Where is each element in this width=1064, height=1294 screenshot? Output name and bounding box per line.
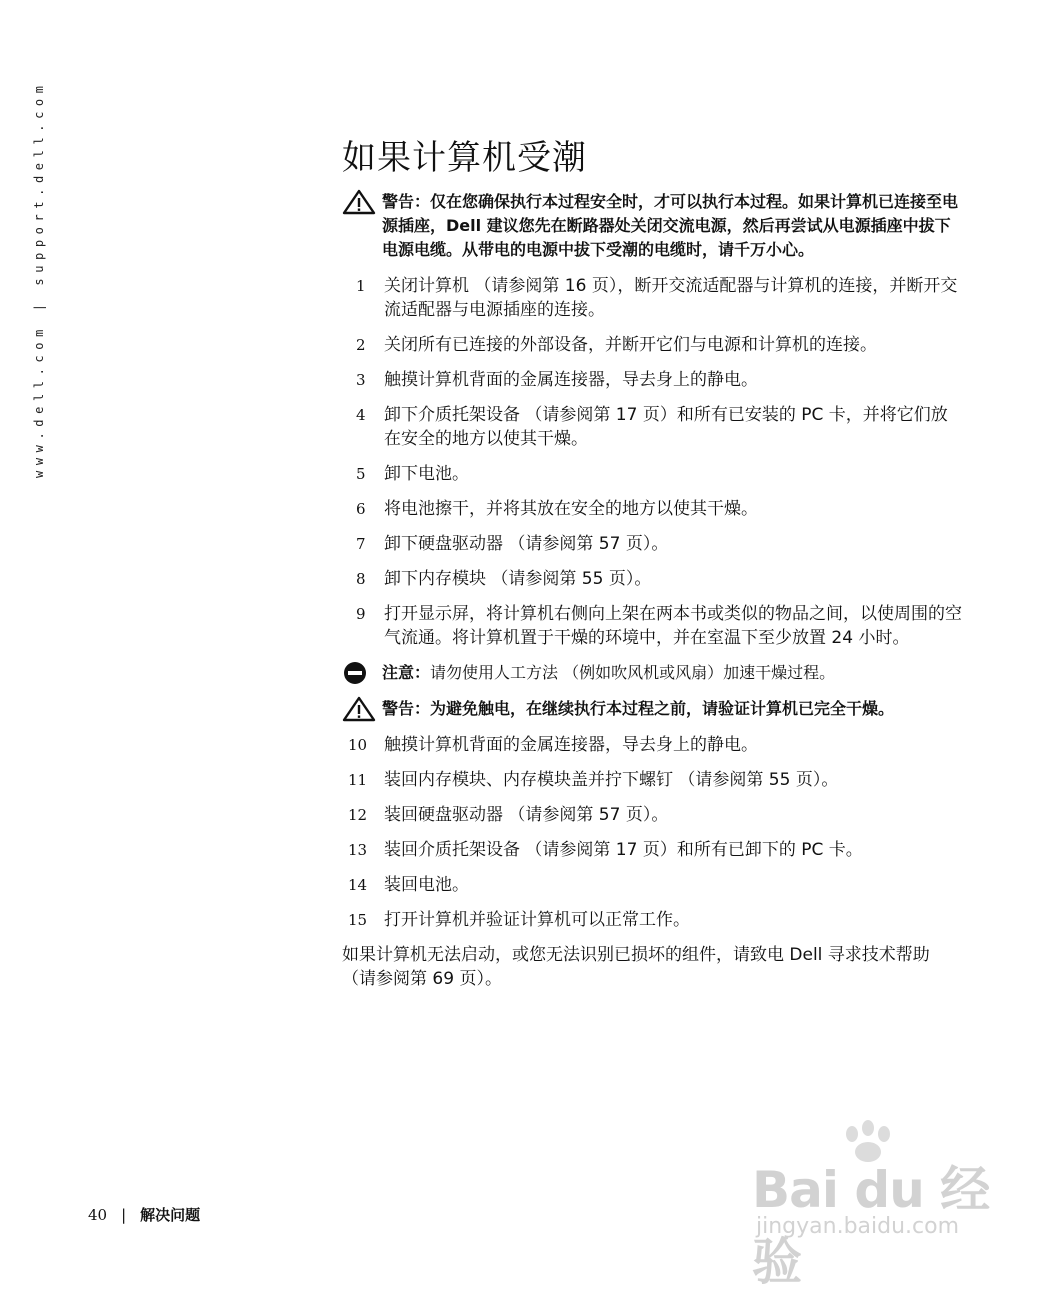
page-number: 40 bbox=[88, 1205, 108, 1224]
step-text: 装回内存模块、内存模块盖并拧下螺钉 （请参阅第 55 页）。 bbox=[384, 770, 839, 790]
step-item bbox=[342, 803, 964, 827]
step-text: 卸下硬盘驱动器 （请参阅第 57 页）。 bbox=[384, 534, 669, 554]
steps-list-b bbox=[342, 733, 964, 932]
step-number: 14 bbox=[348, 876, 368, 894]
footer-separator: | bbox=[121, 1205, 127, 1224]
step-item bbox=[342, 768, 964, 792]
step-text: 装回硬盘驱动器 （请参阅第 57 页）。 bbox=[384, 805, 669, 825]
step-text: 打开显示屏，将计算机右侧向上架在两本书或类似的物品之间，以使周围的空气流通。将计算机置于干燥的环境中，并在室温下至少放置 24 小时。 bbox=[384, 604, 962, 648]
step-number: 7 bbox=[356, 535, 366, 553]
step-text: 卸下内存模块 （请参阅第 55 页）。 bbox=[384, 569, 652, 589]
step-item bbox=[342, 567, 964, 591]
caution-notice bbox=[342, 661, 964, 685]
step-text: 触摸计算机背面的金属连接器，导去身上的静电。 bbox=[384, 735, 758, 755]
footer-section: 解决问题 bbox=[140, 1206, 201, 1224]
step-item bbox=[342, 838, 964, 862]
warning-body-2: 为避免触电，在继续执行本过程之前，请验证计算机已完全干燥。 bbox=[430, 699, 895, 718]
warning-text-2 bbox=[382, 697, 964, 721]
step-text: 装回电池。 bbox=[384, 875, 469, 895]
step-text: 卸下电池。 bbox=[384, 464, 469, 484]
warning-notice-2 bbox=[342, 697, 964, 721]
step-text: 关闭所有已连接的外部设备，并断开它们与电源和计算机的连接。 bbox=[384, 335, 877, 355]
step-number: 11 bbox=[348, 771, 368, 789]
notice-label: 注意： bbox=[382, 663, 431, 682]
closing-paragraph: 如果计算机无法启动，或您无法识别已损坏的组件，请致电 Dell 寻求技术帮助 （请参阅第 69 页）。 bbox=[342, 945, 930, 989]
step-item bbox=[342, 908, 964, 932]
step-item bbox=[342, 873, 964, 897]
step-text: 将电池擦干，并将其放在安全的地方以使其干燥。 bbox=[384, 499, 758, 519]
watermark bbox=[752, 1120, 1002, 1291]
step-item bbox=[342, 274, 964, 322]
watermark-url: jingyan.baidu.com bbox=[756, 1214, 960, 1239]
warning-text bbox=[382, 190, 964, 262]
step-number: 9 bbox=[356, 605, 366, 623]
page-title: 如果计算机受潮 bbox=[342, 138, 587, 178]
page-footer bbox=[88, 1204, 200, 1225]
notice-text bbox=[382, 661, 964, 685]
warning-triangle-icon bbox=[342, 697, 382, 721]
page-content bbox=[342, 134, 964, 991]
step-number: 5 bbox=[356, 465, 366, 483]
step-text: 装回介质托架设备 （请参阅第 17 页）和所有已卸下的 PC 卡。 bbox=[384, 840, 863, 860]
step-text: 关闭计算机 （请参阅第 16 页），断开交流适配器与计算机的连接，并断开交流适配器与电源插座的连接。 bbox=[384, 276, 958, 320]
step-number: 10 bbox=[348, 736, 368, 754]
step-item bbox=[342, 602, 964, 650]
step-item bbox=[342, 462, 964, 486]
step-number: 8 bbox=[356, 570, 366, 588]
steps-list-a bbox=[342, 274, 964, 650]
step-number: 13 bbox=[348, 841, 368, 859]
step-number: 2 bbox=[356, 336, 366, 354]
warning-label-2: 警告： bbox=[382, 699, 431, 718]
step-item bbox=[342, 497, 964, 521]
step-number: 4 bbox=[356, 406, 366, 424]
step-text: 触摸计算机背面的金属连接器，导去身上的静电。 bbox=[384, 370, 758, 390]
side-url[interactable]: www.dell.com | support.dell.com bbox=[32, 80, 46, 478]
step-item bbox=[342, 733, 964, 757]
step-item bbox=[342, 368, 964, 392]
warning-triangle-icon bbox=[342, 190, 382, 214]
warning-body: 仅在您确保执行本过程安全时，才可以执行本过程。如果计算机已连接至电源插座，Dell 建议您先在断路器处关闭交流电源，然后再尝试从电源插座中拔下电源电缆。从带电的电源中拔下受潮的电缆时，请千万小心。 bbox=[382, 192, 959, 259]
step-item bbox=[342, 333, 964, 357]
step-number: 6 bbox=[356, 500, 366, 518]
step-text: 打开计算机并验证计算机可以正常工作。 bbox=[384, 910, 690, 930]
step-text: 卸下介质托架设备 （请参阅第 17 页）和所有已安装的 PC 卡，并将它们放在安全的地方以使其干燥。 bbox=[384, 405, 948, 449]
watermark-brand: Bai du 经验 bbox=[752, 1161, 990, 1291]
warning-notice bbox=[342, 190, 964, 262]
step-item bbox=[342, 532, 964, 556]
warning-label: 警告： bbox=[382, 192, 431, 211]
step-number: 1 bbox=[356, 277, 366, 295]
notice-body: 请勿使用人工方法 （例如吹风机或风扇）加速干燥过程。 bbox=[430, 663, 836, 682]
step-number: 15 bbox=[348, 911, 368, 929]
notice-stop-icon bbox=[342, 661, 382, 685]
step-item bbox=[342, 403, 964, 451]
step-number: 3 bbox=[356, 371, 366, 389]
step-number: 12 bbox=[348, 806, 368, 824]
